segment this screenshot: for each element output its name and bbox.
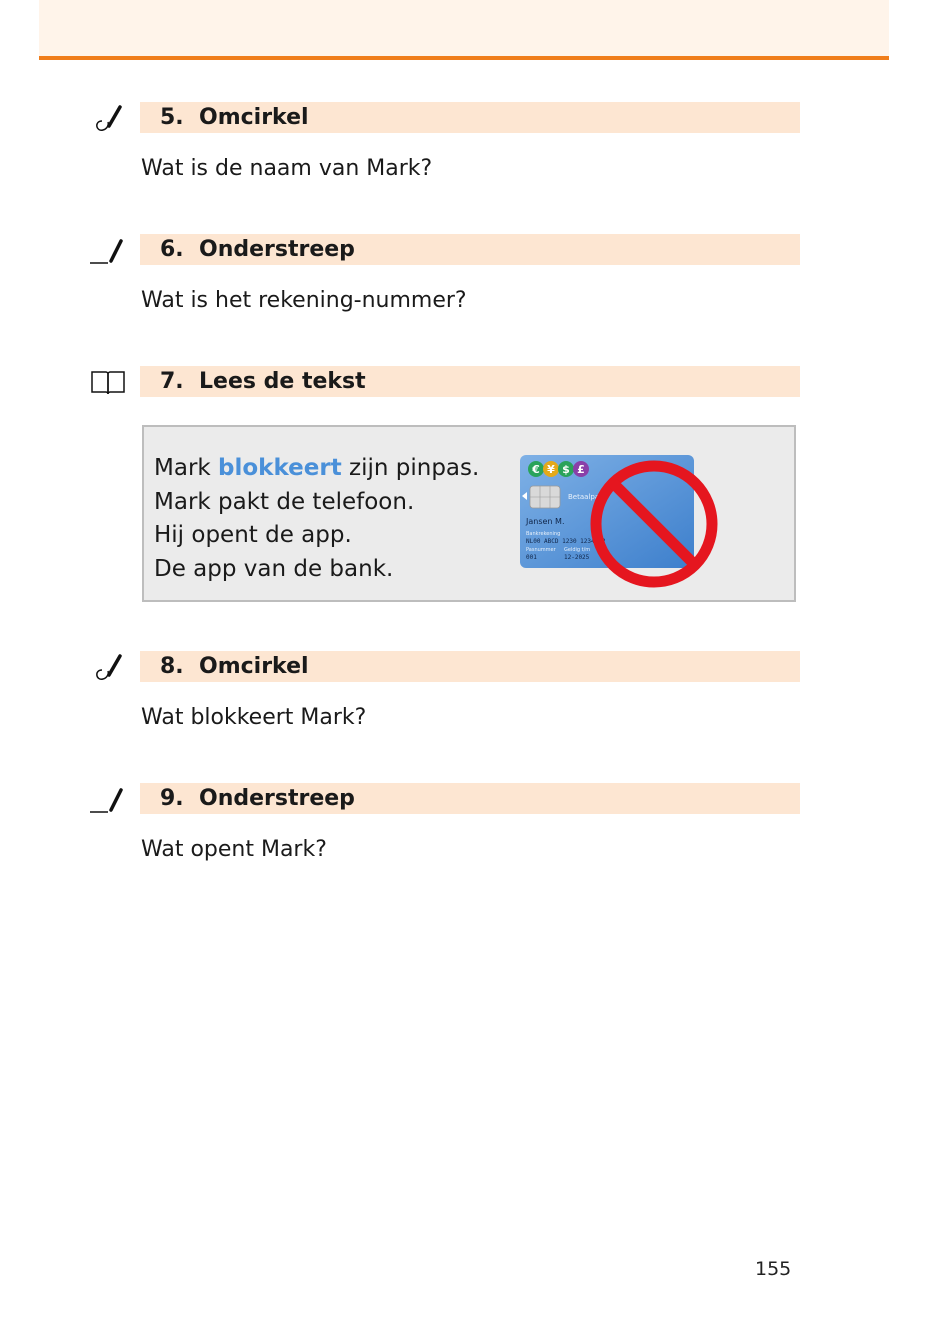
circle-pen-icon: [88, 652, 128, 682]
section-7-header: 7. Lees de tekst: [140, 366, 800, 397]
card-label: Betaalpas: [568, 493, 603, 501]
book-icon: [88, 368, 128, 398]
section-6-header: 6. Onderstreep: [140, 234, 800, 265]
account-number: NL00 ABCD 1230 1234 12: [526, 538, 606, 545]
underline-pen-icon: [88, 785, 128, 815]
reading-text: [154, 452, 479, 586]
currency-dollar: $: [562, 463, 570, 476]
reading-line-4: De app van de bank.: [154, 555, 394, 582]
highlighted-word: blokkeert: [218, 455, 342, 481]
page-number: 155: [755, 1258, 792, 1280]
header-rule: [39, 56, 889, 60]
reading-line-1: Mark blokkeert zijn pinpas.: [154, 455, 480, 481]
reading-line-3: Hij opent de app.: [154, 522, 352, 548]
card-holder-name: Jansen M.: [526, 517, 565, 526]
pas-number: 001: [526, 554, 537, 561]
page-header-band: [39, 0, 889, 58]
valid-label: Geldig t/m: [564, 547, 591, 553]
question-5: Wat is de naam van Mark?: [141, 156, 433, 181]
reading-line-2: Mark pakt de telefoon.: [154, 488, 415, 515]
currency-euro: €: [532, 463, 540, 476]
underline-pen-icon: [88, 236, 128, 266]
reading-text-box: [142, 425, 796, 602]
blocked-debit-card-image: [518, 449, 728, 599]
section-8-header: 8. Omcirkel: [140, 651, 800, 682]
circle-pen-icon: [88, 103, 128, 133]
account-label: Bankrekening: [526, 531, 561, 537]
question-9: Wat opent Mark?: [141, 837, 327, 862]
valid-value: 12-2025: [564, 554, 590, 561]
question-8: Wat blokkeert Mark?: [141, 705, 367, 730]
section-5-header: 5. Omcirkel: [140, 102, 800, 133]
currency-pound: £: [577, 463, 585, 476]
pas-label: Pasnummer: [526, 547, 556, 553]
section-9-header: 9. Onderstreep: [140, 783, 800, 814]
currency-yen: ¥: [547, 463, 555, 476]
question-6: Wat is het rekening-nummer?: [141, 288, 467, 313]
